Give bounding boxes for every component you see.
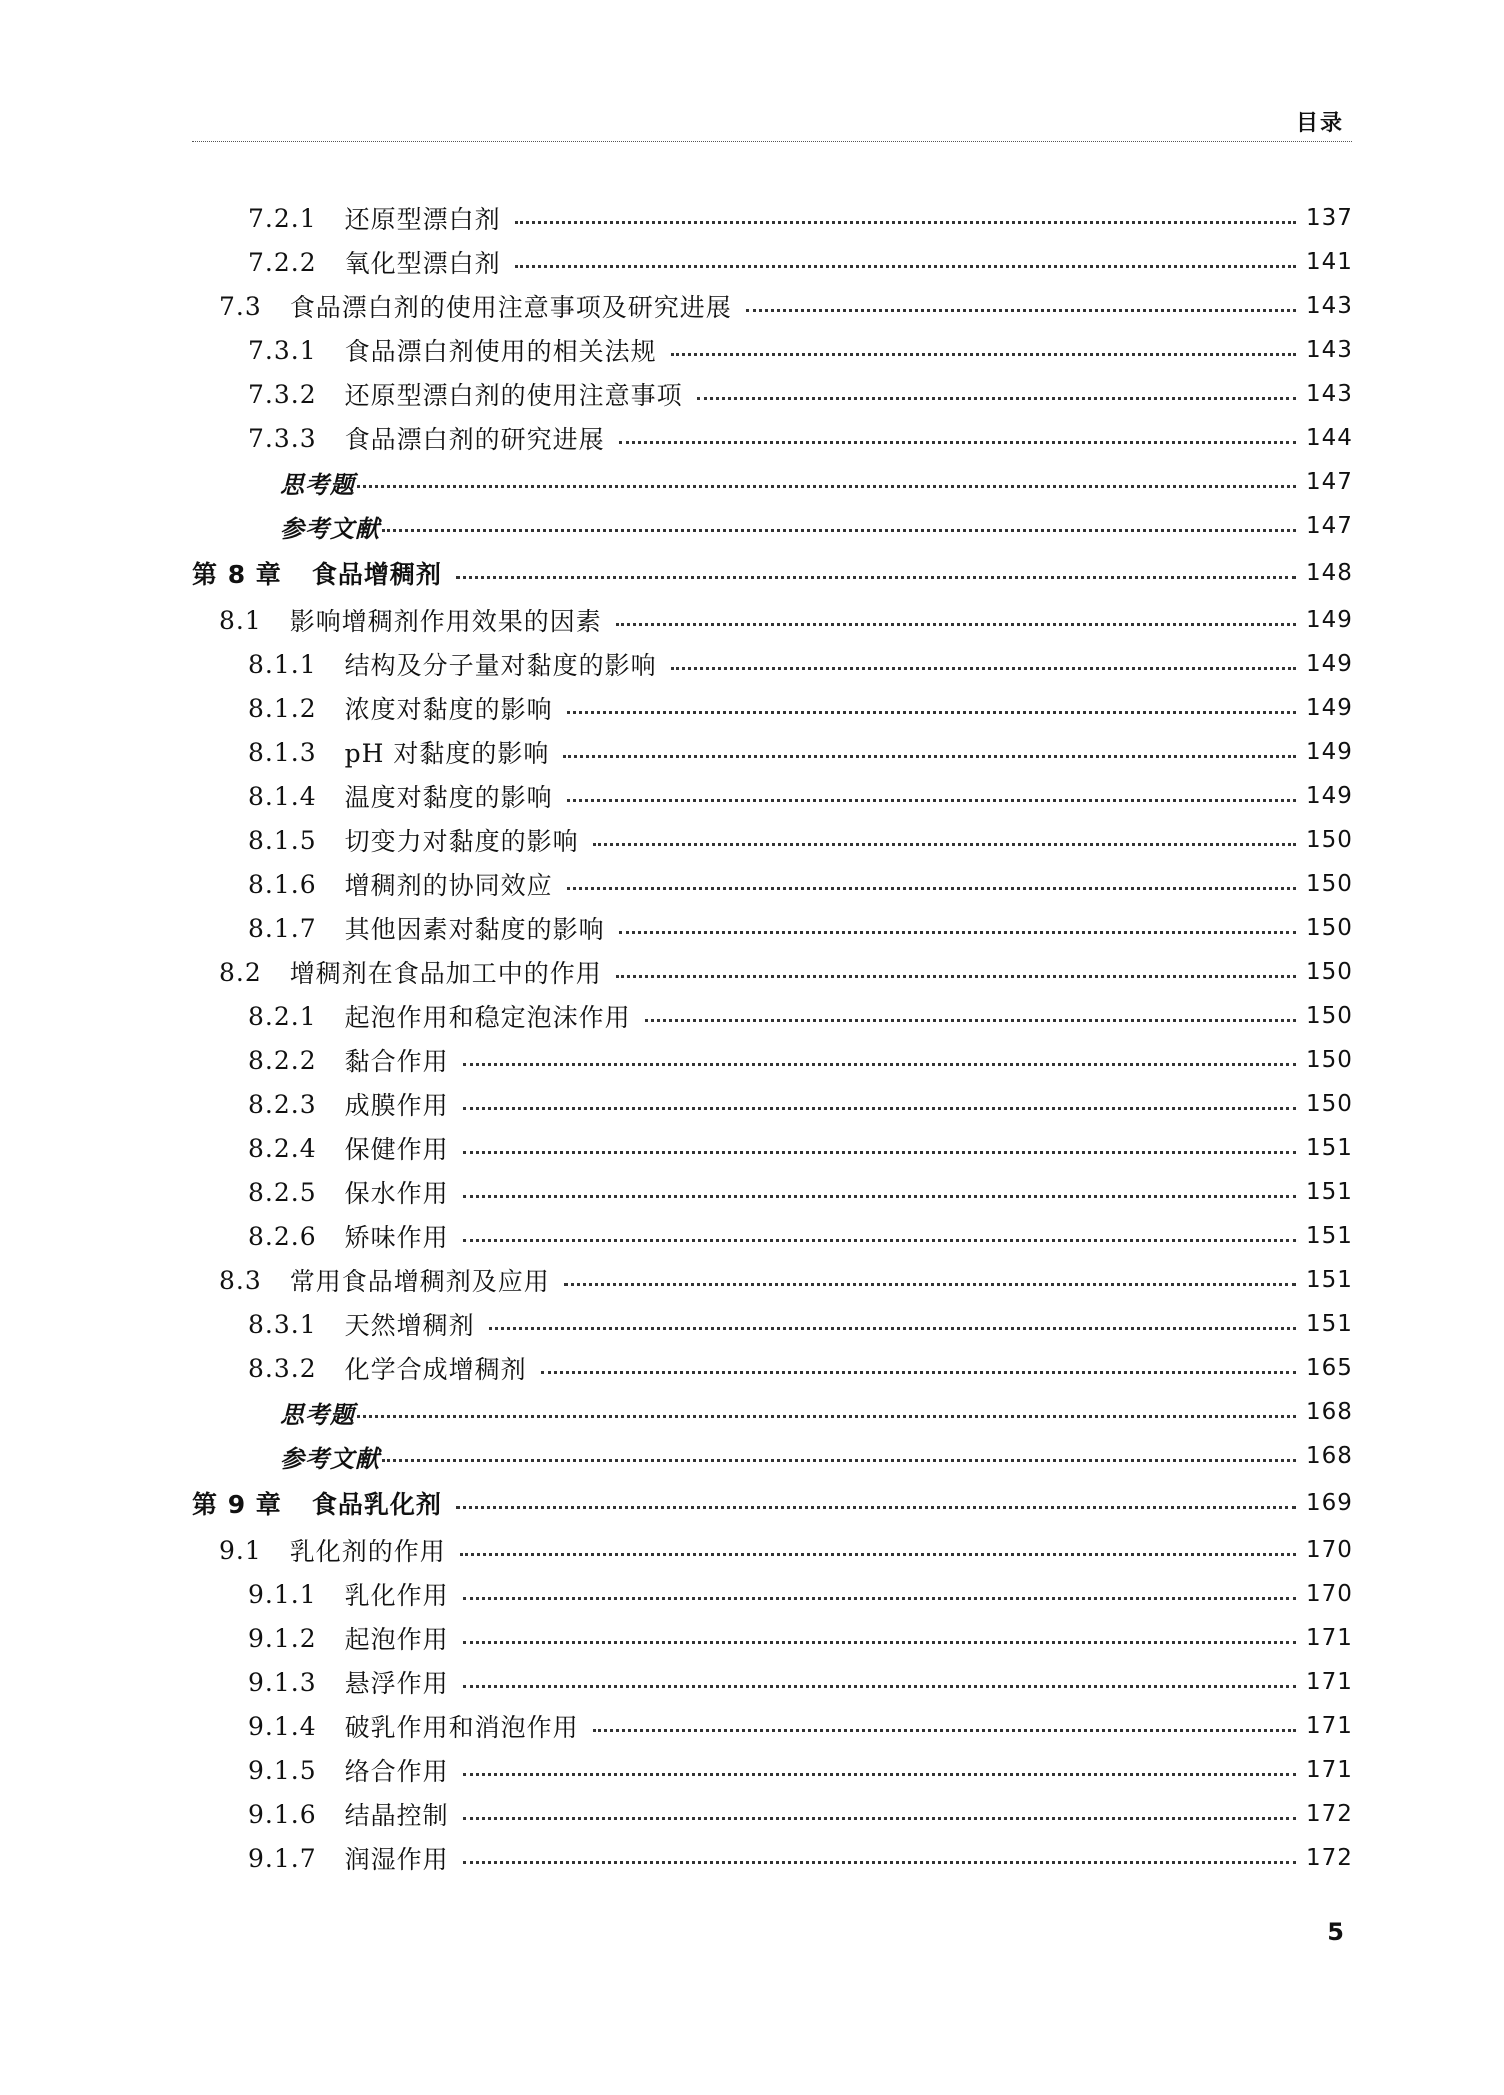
toc-entry-page: 165 bbox=[1306, 1355, 1353, 1381]
toc-entry-number: 8.2.4 bbox=[248, 1133, 317, 1163]
toc-entry-title: 温度对黏度的影响 bbox=[344, 783, 553, 812]
toc-entry-number: 第 8 章 bbox=[192, 560, 282, 589]
toc-entry-number: 8.2.2 bbox=[248, 1045, 317, 1075]
toc-entry-page: 172 bbox=[1306, 1845, 1353, 1871]
toc-entry-number: 8.1.4 bbox=[248, 781, 317, 811]
dot-leader bbox=[567, 799, 1296, 802]
toc-entry-page: 151 bbox=[1306, 1311, 1353, 1337]
toc-entry-title: 矫味作用 bbox=[344, 1223, 449, 1252]
toc-entry-number: 8.1.3 bbox=[248, 737, 317, 767]
toc-entry[interactable] bbox=[192, 504, 1352, 548]
toc-entry-page: 168 bbox=[1306, 1443, 1353, 1469]
toc-entry-number: 8.1.1 bbox=[248, 649, 317, 679]
toc-entry-number: 7.3.3 bbox=[248, 423, 317, 453]
toc-entry-number: 9.1.4 bbox=[248, 1711, 317, 1741]
toc-entry[interactable] bbox=[192, 1258, 1352, 1302]
dot-leader bbox=[541, 1371, 1296, 1374]
toc-entry-page: 144 bbox=[1306, 425, 1353, 451]
dot-leader bbox=[697, 397, 1296, 400]
toc-entry-number: 8.2.5 bbox=[248, 1177, 317, 1207]
toc-entry-page: 171 bbox=[1306, 1669, 1353, 1695]
toc-entry-title: 浓度对黏度的影响 bbox=[344, 695, 553, 724]
toc-entry-page: 143 bbox=[1306, 337, 1353, 363]
toc-entry-page: 172 bbox=[1306, 1801, 1353, 1827]
toc-entry[interactable] bbox=[192, 1572, 1352, 1616]
toc-entry-page: 150 bbox=[1306, 915, 1353, 941]
toc-entry-page: 148 bbox=[1306, 560, 1353, 586]
toc-entry[interactable] bbox=[192, 994, 1352, 1038]
toc-entry-title: 还原型漂白剂 bbox=[344, 205, 501, 234]
toc-entry[interactable] bbox=[192, 1528, 1352, 1572]
toc-entry-title: 络合作用 bbox=[344, 1757, 449, 1786]
toc-entry-page: 150 bbox=[1306, 827, 1353, 853]
dot-leader bbox=[456, 1506, 1296, 1509]
toc-entry[interactable] bbox=[192, 460, 1352, 504]
toc-entry-page: 151 bbox=[1306, 1135, 1353, 1161]
toc-entry-title: 常用食品增稠剂及应用 bbox=[289, 1267, 550, 1296]
toc-entry-number: 9.1.3 bbox=[248, 1667, 317, 1697]
toc-entry-number: 9.1.7 bbox=[248, 1843, 317, 1873]
toc-entry-page: 149 bbox=[1306, 607, 1353, 633]
toc-entry-number: 8.2 bbox=[219, 957, 262, 987]
dot-leader bbox=[463, 1641, 1296, 1644]
toc-entry-number: 8.3.2 bbox=[248, 1353, 317, 1383]
toc-entry-page: 169 bbox=[1306, 1490, 1353, 1516]
dot-leader bbox=[619, 931, 1296, 934]
toc-entry-page: 171 bbox=[1306, 1713, 1353, 1739]
toc-entry[interactable] bbox=[192, 1126, 1352, 1170]
page-number: 5 bbox=[1327, 1918, 1344, 1946]
toc-entry-number: 9.1.5 bbox=[248, 1755, 317, 1785]
toc-entry-title: 食品漂白剂的使用注意事项及研究进展 bbox=[289, 293, 732, 322]
toc-entry-number: 8.2.1 bbox=[248, 1001, 317, 1031]
toc-entry-title: 乳化剂的作用 bbox=[289, 1537, 446, 1566]
dot-leader bbox=[463, 1063, 1296, 1066]
toc-entry[interactable] bbox=[192, 1836, 1352, 1880]
toc-entry-title: 乳化作用 bbox=[344, 1581, 449, 1610]
toc-entry[interactable] bbox=[192, 862, 1352, 906]
toc-entry-number: 8.1.7 bbox=[248, 913, 317, 943]
dot-leader bbox=[564, 1283, 1296, 1286]
dot-leader bbox=[463, 1151, 1296, 1154]
toc-chapter-entry[interactable] bbox=[192, 1478, 1352, 1528]
toc-entry-page: 147 bbox=[1306, 513, 1353, 539]
toc-entry[interactable] bbox=[192, 642, 1352, 686]
toc-entry-page: 170 bbox=[1306, 1537, 1353, 1563]
toc-entry-number: 8.1 bbox=[219, 605, 262, 635]
toc-entry-page: 151 bbox=[1306, 1223, 1353, 1249]
toc-entry-number: 9.1.6 bbox=[248, 1799, 317, 1829]
dot-leader bbox=[746, 309, 1296, 312]
toc-entry-title: pH 对黏度的影响 bbox=[344, 739, 550, 768]
dot-leader bbox=[463, 1817, 1296, 1820]
toc-entry[interactable] bbox=[192, 1170, 1352, 1214]
toc-entry-number: 第 9 章 bbox=[192, 1490, 282, 1519]
toc-entry-page: 149 bbox=[1306, 783, 1353, 809]
toc-entry-title: 成膜作用 bbox=[344, 1091, 449, 1120]
toc-entry-title: 食品漂白剂使用的相关法规 bbox=[344, 337, 657, 366]
toc-entry-page: 150 bbox=[1306, 871, 1353, 897]
toc-entry[interactable] bbox=[192, 328, 1352, 372]
toc-entry-page: 143 bbox=[1306, 381, 1353, 407]
toc-entry-title: 保水作用 bbox=[344, 1179, 449, 1208]
dot-leader bbox=[463, 1597, 1296, 1600]
toc-entry-title: 切变力对黏度的影响 bbox=[344, 827, 579, 856]
toc-entry[interactable] bbox=[192, 1038, 1352, 1082]
toc-entry[interactable] bbox=[192, 1214, 1352, 1258]
table-of-contents bbox=[192, 196, 1352, 1880]
toc-entry-number: 9.1 bbox=[219, 1535, 262, 1565]
toc-entry[interactable] bbox=[192, 598, 1352, 642]
toc-entry-title: 氧化型漂白剂 bbox=[344, 249, 501, 278]
toc-entry-number: 8.2.6 bbox=[248, 1221, 317, 1251]
dot-leader bbox=[616, 623, 1296, 626]
toc-entry[interactable] bbox=[192, 1082, 1352, 1126]
toc-entry[interactable] bbox=[192, 240, 1352, 284]
toc-entry-title: 影响增稠剂作用效果的因素 bbox=[289, 607, 602, 636]
toc-entry-number: 8.1.5 bbox=[248, 825, 317, 855]
toc-entry[interactable] bbox=[192, 1616, 1352, 1660]
dot-leader bbox=[563, 755, 1296, 758]
toc-entry-page: 149 bbox=[1306, 739, 1353, 765]
toc-entry-page: 151 bbox=[1306, 1267, 1353, 1293]
dot-leader bbox=[463, 1685, 1296, 1688]
toc-entry-title: 起泡作用 bbox=[344, 1625, 449, 1654]
toc-entry-number: 9.1.1 bbox=[248, 1579, 317, 1609]
toc-entry[interactable] bbox=[192, 1302, 1352, 1346]
dot-leader bbox=[456, 576, 1296, 579]
dot-leader bbox=[463, 1861, 1296, 1864]
toc-entry[interactable] bbox=[192, 284, 1352, 328]
toc-entry-page: 168 bbox=[1306, 1399, 1353, 1425]
toc-entry[interactable] bbox=[192, 1434, 1352, 1478]
toc-entry-number: 7.3.2 bbox=[248, 379, 317, 409]
toc-entry-title: 破乳作用和消泡作用 bbox=[344, 1713, 579, 1742]
toc-entry-title: 增稠剂在食品加工中的作用 bbox=[289, 959, 602, 988]
toc-entry[interactable] bbox=[192, 818, 1352, 862]
toc-entry-page: 147 bbox=[1306, 469, 1353, 495]
dot-leader bbox=[463, 1107, 1296, 1110]
header-divider bbox=[192, 141, 1352, 142]
toc-entry-title: 化学合成增稠剂 bbox=[344, 1355, 527, 1384]
toc-entry-number: 9.1.2 bbox=[248, 1623, 317, 1653]
toc-entry-title: 润湿作用 bbox=[344, 1845, 449, 1874]
toc-entry-title: 其他因素对黏度的影响 bbox=[344, 915, 605, 944]
toc-entry-page: 141 bbox=[1306, 249, 1353, 275]
dot-leader bbox=[489, 1327, 1296, 1330]
toc-entry-number: 8.1.6 bbox=[248, 869, 317, 899]
dot-leader bbox=[645, 1019, 1296, 1022]
toc-entry-title: 悬浮作用 bbox=[344, 1669, 449, 1698]
dot-leader bbox=[357, 485, 1296, 488]
toc-entry-page: 171 bbox=[1306, 1757, 1353, 1783]
toc-entry-page: 143 bbox=[1306, 293, 1353, 319]
toc-entry[interactable] bbox=[192, 730, 1352, 774]
dot-leader bbox=[463, 1239, 1296, 1242]
dot-leader bbox=[593, 843, 1296, 846]
toc-entry-title: 还原型漂白剂的使用注意事项 bbox=[344, 381, 683, 410]
toc-entry-number: 7.2.2 bbox=[248, 247, 317, 277]
toc-entry-number: 7.3 bbox=[219, 291, 262, 321]
dot-leader bbox=[515, 221, 1296, 224]
dot-leader bbox=[463, 1195, 1296, 1198]
toc-entry-number: 8.3.1 bbox=[248, 1309, 317, 1339]
toc-entry[interactable] bbox=[192, 1704, 1352, 1748]
dot-leader bbox=[463, 1773, 1296, 1776]
dot-leader bbox=[382, 1459, 1296, 1462]
toc-entry[interactable] bbox=[192, 950, 1352, 994]
toc-entry-title: 结晶控制 bbox=[344, 1801, 449, 1830]
toc-entry-title: 参考文献 bbox=[280, 513, 380, 543]
toc-entry-number: 8.1.2 bbox=[248, 693, 317, 723]
toc-entry-title: 保健作用 bbox=[344, 1135, 449, 1164]
dot-leader bbox=[357, 1415, 1296, 1418]
toc-chapter-entry[interactable] bbox=[192, 548, 1352, 598]
toc-entry-page: 149 bbox=[1306, 695, 1353, 721]
dot-leader bbox=[567, 711, 1296, 714]
toc-entry-page: 150 bbox=[1306, 1003, 1353, 1029]
toc-entry-title: 食品乳化剂 bbox=[311, 1490, 442, 1519]
toc-entry-page: 150 bbox=[1306, 1047, 1353, 1073]
toc-entry[interactable] bbox=[192, 196, 1352, 240]
toc-entry-page: 149 bbox=[1306, 651, 1353, 677]
toc-entry-title: 结构及分子量对黏度的影响 bbox=[344, 651, 657, 680]
toc-entry-title: 天然增稠剂 bbox=[344, 1311, 475, 1340]
toc-entry-page: 171 bbox=[1306, 1625, 1353, 1651]
toc-entry-page: 150 bbox=[1306, 959, 1353, 985]
toc-entry[interactable] bbox=[192, 774, 1352, 818]
dot-leader bbox=[671, 353, 1296, 356]
toc-entry-title: 黏合作用 bbox=[344, 1047, 449, 1076]
toc-entry[interactable] bbox=[192, 372, 1352, 416]
toc-entry-title: 起泡作用和稳定泡沫作用 bbox=[344, 1003, 631, 1032]
toc-entry-number: 7.2.1 bbox=[248, 203, 317, 233]
dot-leader bbox=[567, 887, 1296, 890]
toc-entry-page: 170 bbox=[1306, 1581, 1353, 1607]
toc-entry[interactable] bbox=[192, 906, 1352, 950]
dot-leader bbox=[515, 265, 1296, 268]
dot-leader bbox=[616, 975, 1296, 978]
toc-entry[interactable] bbox=[192, 1660, 1352, 1704]
toc-entry-title: 思考题 bbox=[280, 469, 355, 499]
toc-entry-page: 150 bbox=[1306, 1091, 1353, 1117]
toc-entry-number: 8.3 bbox=[219, 1265, 262, 1295]
toc-entry-title: 思考题 bbox=[280, 1399, 355, 1429]
dot-leader bbox=[671, 667, 1296, 670]
toc-entry-title: 增稠剂的协同效应 bbox=[344, 871, 553, 900]
toc-entry[interactable] bbox=[192, 1792, 1352, 1836]
toc-entry[interactable] bbox=[192, 1748, 1352, 1792]
dot-leader bbox=[619, 441, 1296, 444]
toc-entry-page: 151 bbox=[1306, 1179, 1353, 1205]
running-header-title: 目录 bbox=[1295, 111, 1344, 136]
toc-entry-number: 8.2.3 bbox=[248, 1089, 317, 1119]
toc-entry[interactable] bbox=[192, 416, 1352, 460]
toc-entry[interactable] bbox=[192, 686, 1352, 730]
toc-entry[interactable] bbox=[192, 1346, 1352, 1390]
toc-entry-title: 食品漂白剂的研究进展 bbox=[344, 425, 605, 454]
toc-entry-title: 食品增稠剂 bbox=[311, 560, 442, 589]
dot-leader bbox=[593, 1729, 1296, 1732]
dot-leader bbox=[382, 529, 1296, 532]
toc-entry-title: 参考文献 bbox=[280, 1443, 380, 1473]
toc-entry-number: 7.3.1 bbox=[248, 335, 317, 365]
dot-leader bbox=[460, 1553, 1296, 1556]
toc-entry[interactable] bbox=[192, 1390, 1352, 1434]
toc-entry-page: 137 bbox=[1306, 205, 1353, 231]
